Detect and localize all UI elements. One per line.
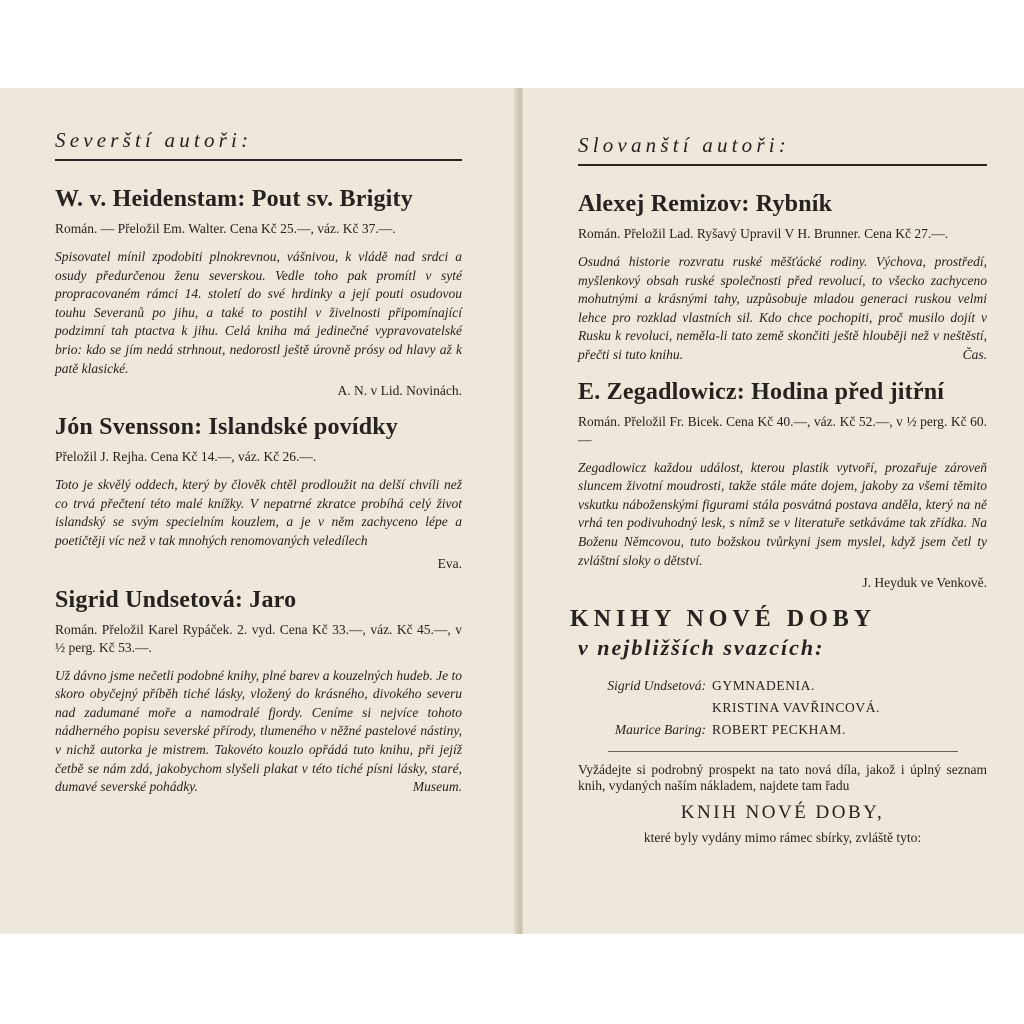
publication-info: Román. Přeložil Lad. Ryšavý Upravil V H. Brunner. Cena Kč 27.—. xyxy=(578,226,949,241)
book-title: E. Zegadlowicz: Hodina před jitřní xyxy=(578,378,945,405)
series-heading: KNIHY NOVÉ DOBY xyxy=(570,606,877,633)
closing-text: které byly vydány mimo rámec sbírky, zvláště tyto: xyxy=(643,830,922,846)
book-title: Alexej Remizov: Rybník xyxy=(578,191,833,217)
book-title: Jón Svensson: Islandské povídky xyxy=(55,414,399,441)
left-page xyxy=(0,88,518,934)
upcoming-author: Maurice Baring: xyxy=(614,722,706,738)
publication-info: Román. — Přeložil Em. Walter. Cena Kč 25.—, váz. Kč 37.—. xyxy=(55,221,396,236)
book-spread xyxy=(0,88,1024,934)
review-source: J. Heyduk ve Venkově. xyxy=(862,575,987,591)
book-entry-zegadlowicz xyxy=(578,379,987,593)
upcoming-volumes-list xyxy=(578,675,987,741)
upcoming-author: Sigrid Undsetová: xyxy=(607,678,706,694)
review-source: Eva. xyxy=(437,555,462,571)
series-name: KNIH NOVÉ DOBY, xyxy=(680,802,885,824)
book-entry-heidenstam xyxy=(55,186,462,400)
review-text xyxy=(578,253,987,365)
upcoming-title: KRISTINA VAVŘINCOVÁ. xyxy=(712,700,881,716)
publication-info: Román. Přeložil Fr. Bicek. Cena Kč 40.—, váz. Kč 52.—, v ½ perg. Kč 60.— xyxy=(578,413,987,447)
upcoming-author xyxy=(578,697,712,719)
list-item xyxy=(578,719,987,741)
review-text xyxy=(55,667,462,797)
book-entry-remizov xyxy=(578,191,987,365)
section-title-slavic-authors: Slovanští autoři: xyxy=(578,133,987,166)
review-text: Spisovatel mínil zpodobiti plnokrevnou, vášnivou, k vládě nad srdci a osudy předurčenou ženu severskou. Vedle toho pak promítl v syté propracovaném rámci 14. století do své hrdinky a její pouti osudovou touhu Severanů po jihu, a také to postihl v živelnosti připomínající podzimní tah ptactva k jihu. Celá kniha má jedinečné vypravovatelské brio: kdo se jím nedá strhnout, nedorostl ještě úrovně prósy od hlavy až k patě klasické. xyxy=(55,249,462,376)
publication-info: Román. Přeložil Karel Rypáček. 2. vyd. Cena Kč 33.—, váz. Kč 45.—, v ½ perg. Kč 53.—. xyxy=(55,621,462,655)
review-body: Osudná historie rozvratu ruské měšťácké rodiny. Výchova, prostředí, myšlenkový obsah ruské společnosti před revolucí, to všecko zachyceno mohutnými a krásnými tahy, uzpůsobuje mladou generaci ruskou velmi lehce pro rozklad vlastních sil. Kdo chce pochopiti, proč musilo dojít v Rusku k revoluci, neměla-li tato země skončiti ještě hlouběji než v neštěstí, přečti si tuto knihu. xyxy=(578,254,987,362)
review-source: Museum. xyxy=(412,779,462,795)
list-item xyxy=(578,675,987,697)
section-title-nordic-authors: Severští autoři: xyxy=(55,128,462,161)
review-source: Čas. xyxy=(962,346,987,362)
review-source: A. N. v Lid. Novinách. xyxy=(337,383,462,399)
prospect-text: Vyžádejte si podrobný prospekt na tato nová díla, jakož i úplný seznam knih, vydaných naším nákladem, najdete tam řadu xyxy=(578,762,987,794)
right-page xyxy=(523,88,1024,934)
book-entry-svensson xyxy=(55,414,462,572)
review-text: Toto je skvělý oddech, který by člověk chtěl prodloužit na delší chvíli než co trvá přečtení této malé knížky. V nepatrné zkratce probíhá celý život islandský se svým specielním kouzlem, a je v něm zachyceno lépe a poetičtěji víc než v tak mnohých renomovaných veledílech xyxy=(55,477,462,548)
book-entry-undsetova xyxy=(55,587,462,797)
divider xyxy=(608,751,958,752)
series-subheading: v nejbližších svazcích: xyxy=(578,635,825,661)
review-body: Už dávno jsme nečetli podobné knihy, plné barev a kouzelných hudeb. Je to skoro obyčejný příběh tiché lásky, vložený do krásného, divokého severu nad zadumané moře a namodralé fjordy. Ceníme si nejvíce tohoto nádherného popisu severské přírody, tlumeného v něžné pastelové nástiny, v nichž autorka je mistrem. Takovéto kouzlo opřádá tuto knihu, při jejíž četbě se nám zdá, jakobychom slyšeli plakat v této tiché písni lásky, staré, dumavé severské pohádky. xyxy=(55,667,462,795)
publication-info: Přeložil J. Rejha. Cena Kč 14.—, váz. Kč 26.—. xyxy=(55,449,317,465)
review-text: Zegadlowicz každou událost, kterou plastik vytvoří, prozařuje zároveň sluncem životní moudrosti, takže stále máte dojem, jakoby za všemi těmito vskutku náboženskými figurami stála posvátná postava anděla, který na ně vrhá ten podivuhodný lesk, s nímž se v literatuře setkáváme tak zřídka. Na Boženu Němcovou, tuto božskou tvůrkyni jsem myslel, když jsem četl ty zvláštní sloky o dětství. xyxy=(578,459,987,568)
book-title: Sigrid Undsetová: Jaro xyxy=(55,586,297,613)
upcoming-title: GYMNADENIA. xyxy=(712,678,815,694)
book-title: W. v. Heidenstam: Pout sv. Brigity xyxy=(55,186,413,212)
list-item xyxy=(578,697,987,719)
upcoming-title: ROBERT PECKHAM. xyxy=(712,722,846,738)
